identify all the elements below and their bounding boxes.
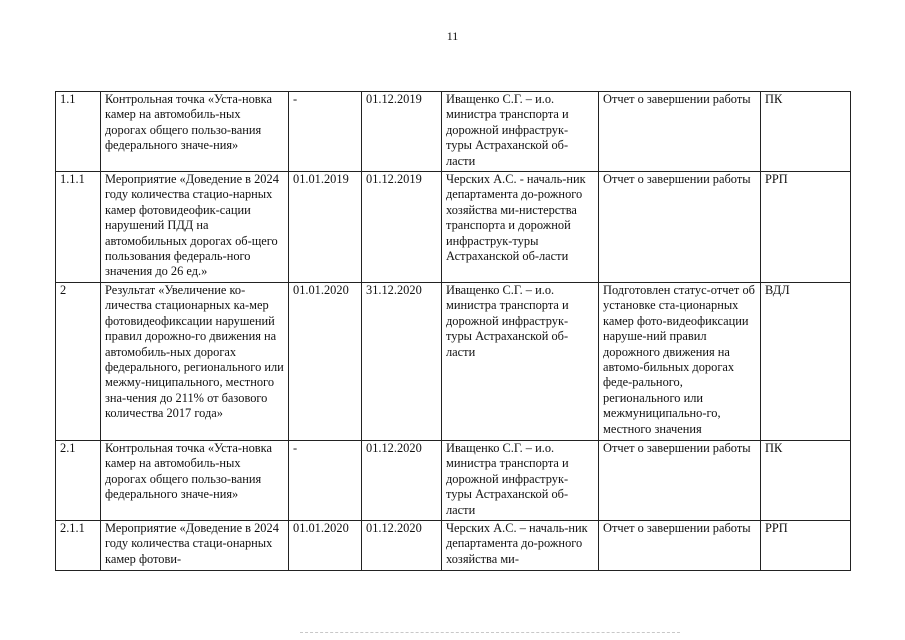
plan-table: [55, 91, 851, 571]
row-start-date: -: [289, 441, 362, 521]
row-result: Отчет о завершении работы: [599, 521, 761, 571]
row-name: Контрольная точка «Уста-новка камер на автомобиль-ных дорогах общего пользо-вания федерального значе-ния»: [101, 441, 289, 521]
row-start-date: -: [289, 92, 362, 172]
row-start-date: 01.01.2020: [289, 521, 362, 571]
plan-table-body: [56, 92, 851, 571]
scan-edge-divider: [300, 632, 680, 634]
row-end-date: 31.12.2020: [362, 283, 442, 441]
row-result: Отчет о завершении работы: [599, 441, 761, 521]
row-end-date: 01.12.2020: [362, 521, 442, 571]
row-end-date: 01.12.2019: [362, 172, 442, 283]
row-number: 1.1.1: [56, 172, 101, 283]
row-responsible: Черских А.С. - началь-ник департамента до-рожного хозяйства ми-нистерства транспорта и дорожной инфраструк-туры Астраханской об-ласти: [442, 172, 599, 283]
table-row: [56, 92, 851, 172]
row-result: Отчет о завершении работы: [599, 92, 761, 172]
row-responsible: Иващенко С.Г. – и.о. министра транспорта и дорожной инфраструк-туры Астраханской об-ласти: [442, 441, 599, 521]
row-responsible: Иващенко С.Г. – и.о. министра транспорта и дорожной инфраструк-туры Астраханской об-ласти: [442, 92, 599, 172]
row-name: Контрольная точка «Уста-новка камер на автомобиль-ных дорогах общего пользо-вания федерального значе-ния»: [101, 92, 289, 172]
table-row: [56, 172, 851, 283]
row-end-date: 01.12.2020: [362, 441, 442, 521]
row-number: 2.1.1: [56, 521, 101, 571]
row-number: 2: [56, 283, 101, 441]
row-end-date: 01.12.2019: [362, 92, 442, 172]
page-number: 11: [446, 29, 459, 43]
row-level: ПК: [761, 92, 851, 172]
row-start-date: 01.01.2019: [289, 172, 362, 283]
row-level: ВДЛ: [761, 283, 851, 441]
row-number: 1.1: [56, 92, 101, 172]
row-responsible: Иващенко С.Г. – и.о. министра транспорта и дорожной инфраструк-туры Астраханской об-ласти: [442, 283, 599, 441]
row-result: Подготовлен статус-отчет об установке ста-ционарных камер фото-видеофиксации наруше-ний правил дорожного движения на автомо-бильных дорогах феде-рального, регионального или межмуниципально-го, местного значения: [599, 283, 761, 441]
table-row: [56, 521, 851, 571]
row-name: Результат «Увеличение ко-личества стационарных ка-мер фотовидеофиксации нарушений правил дорожно-го движения на автомобиль-ных дорогах федерального, регионального или межму-ниципального, местного зна-чения до 211% от базового количества 2017 года»: [101, 283, 289, 441]
row-result: Отчет о завершении работы: [599, 172, 761, 283]
row-start-date: 01.01.2020: [289, 283, 362, 441]
row-level: ПК: [761, 441, 851, 521]
row-name: Мероприятие «Доведение в 2024 году количества стацио-нарных камер фотовидеофик-сации нарушений ПДД на автомобильных дорогах об-щего пользования федераль-ного значения до 26 ед.»: [101, 172, 289, 283]
row-number: 2.1: [56, 441, 101, 521]
table-row: [56, 441, 851, 521]
row-name: Мероприятие «Доведение в 2024 году количества стаци-онарных камер фотови-: [101, 521, 289, 571]
row-level: РРП: [761, 172, 851, 283]
row-responsible: Черских А.С. – началь-ник департамента до-рожного хозяйства ми-: [442, 521, 599, 571]
row-level: РРП: [761, 521, 851, 571]
table-row: [56, 283, 851, 441]
